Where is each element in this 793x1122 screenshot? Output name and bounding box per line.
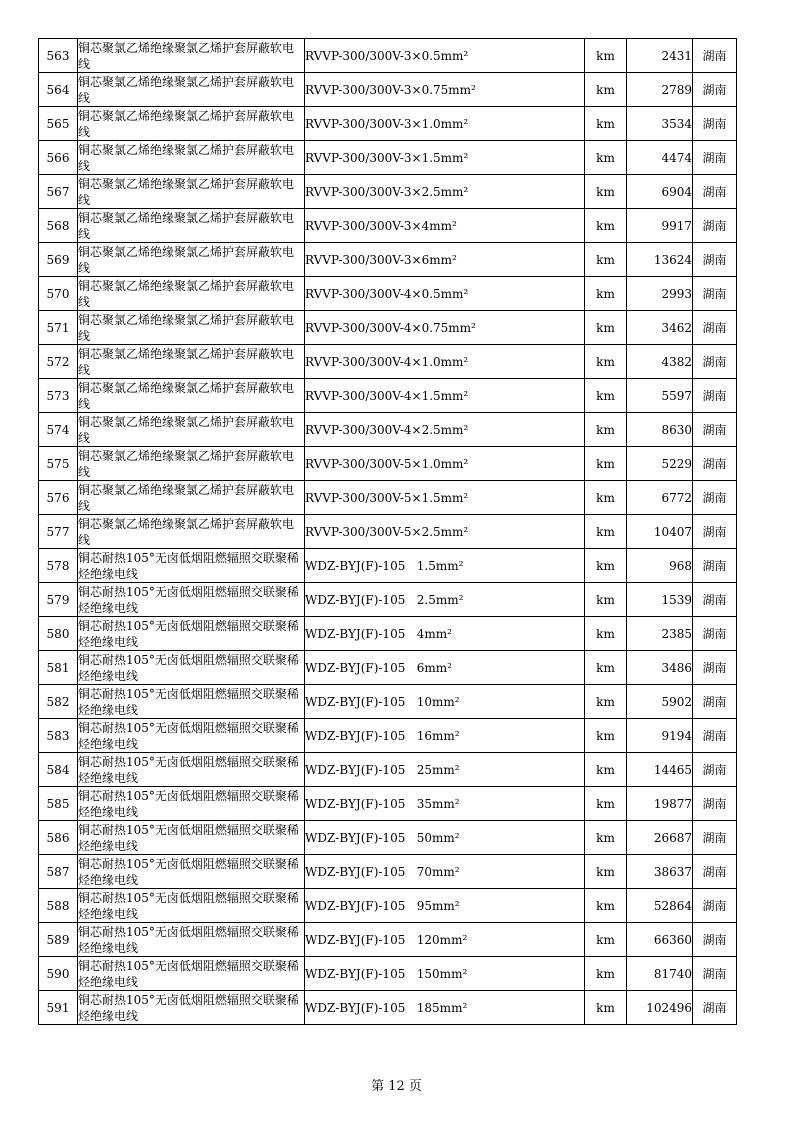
row-number-cell: 578 (39, 549, 78, 583)
unit-cell: km (585, 311, 627, 345)
product-name-cell: 铜芯聚氯乙烯绝缘聚氯乙烯护套屏蔽软电线 (78, 311, 305, 345)
region-cell: 湖南 (693, 617, 737, 651)
unit-price-cell: 5597 (627, 379, 693, 413)
product-name-cell: 铜芯聚氯乙烯绝缘聚氯乙烯护套屏蔽软电线 (78, 515, 305, 549)
unit-cell: km (585, 209, 627, 243)
row-number-cell: 571 (39, 311, 78, 345)
unit-cell: km (585, 413, 627, 447)
table-row (39, 855, 737, 889)
row-number-cell: 585 (39, 787, 78, 821)
table-row (39, 379, 737, 413)
unit-cell: km (585, 583, 627, 617)
table-row (39, 447, 737, 481)
unit-price-cell: 9917 (627, 209, 693, 243)
unit-price-cell: 2789 (627, 73, 693, 107)
region-cell: 湖南 (693, 889, 737, 923)
table-row (39, 651, 737, 685)
row-number-cell: 591 (39, 991, 78, 1025)
region-cell: 湖南 (693, 311, 737, 345)
row-number-cell: 582 (39, 685, 78, 719)
region-cell: 湖南 (693, 753, 737, 787)
region-cell: 湖南 (693, 991, 737, 1025)
unit-cell: km (585, 753, 627, 787)
model-spec-cell: RVVP-300/300V-3×4mm² (305, 209, 585, 243)
unit-cell: km (585, 39, 627, 73)
product-name-cell: 铜芯耐热105°无卤低烟阻燃辐照交联聚稀烃绝缘电线 (78, 821, 305, 855)
product-name-cell: 铜芯聚氯乙烯绝缘聚氯乙烯护套屏蔽软电线 (78, 209, 305, 243)
model-spec-cell: RVVP-300/300V-3×6mm² (305, 243, 585, 277)
product-name-cell: 铜芯耐热105°无卤低烟阻燃辐照交联聚稀烃绝缘电线 (78, 685, 305, 719)
unit-cell: km (585, 549, 627, 583)
unit-cell: km (585, 515, 627, 549)
unit-price-cell: 3462 (627, 311, 693, 345)
product-name-cell: 铜芯耐热105°无卤低烟阻燃辐照交联聚稀烃绝缘电线 (78, 651, 305, 685)
table-row (39, 549, 737, 583)
unit-price-cell: 102496 (627, 991, 693, 1025)
unit-cell: km (585, 141, 627, 175)
unit-cell: km (585, 175, 627, 209)
model-spec-cell: RVVP-300/300V-4×0.75mm² (305, 311, 585, 345)
unit-price-cell: 4382 (627, 345, 693, 379)
row-number-cell: 564 (39, 73, 78, 107)
unit-price-cell: 14465 (627, 753, 693, 787)
model-spec-cell: WDZ-BYJ(F)-105 25mm² (305, 753, 585, 787)
unit-price-cell: 19877 (627, 787, 693, 821)
model-spec-cell: RVVP-300/300V-4×0.5mm² (305, 277, 585, 311)
table-row (39, 753, 737, 787)
unit-price-cell: 13624 (627, 243, 693, 277)
region-cell: 湖南 (693, 549, 737, 583)
region-cell: 湖南 (693, 515, 737, 549)
unit-cell: km (585, 651, 627, 685)
row-number-cell: 570 (39, 277, 78, 311)
unit-cell: km (585, 923, 627, 957)
row-number-cell: 567 (39, 175, 78, 209)
model-spec-cell: RVVP-300/300V-3×0.5mm² (305, 39, 585, 73)
product-name-cell: 铜芯耐热105°无卤低烟阻燃辐照交联聚稀烃绝缘电线 (78, 617, 305, 651)
region-cell: 湖南 (693, 345, 737, 379)
unit-cell: km (585, 345, 627, 379)
row-number-cell: 573 (39, 379, 78, 413)
model-spec-cell: RVVP-300/300V-3×1.0mm² (305, 107, 585, 141)
product-name-cell: 铜芯耐热105°无卤低烟阻燃辐照交联聚稀烃绝缘电线 (78, 719, 305, 753)
row-number-cell: 589 (39, 923, 78, 957)
unit-cell: km (585, 685, 627, 719)
table-row (39, 821, 737, 855)
product-name-cell: 铜芯聚氯乙烯绝缘聚氯乙烯护套屏蔽软电线 (78, 107, 305, 141)
product-name-cell: 铜芯耐热105°无卤低烟阻燃辐照交联聚稀烃绝缘电线 (78, 753, 305, 787)
region-cell: 湖南 (693, 719, 737, 753)
region-cell: 湖南 (693, 957, 737, 991)
row-number-cell: 584 (39, 753, 78, 787)
product-name-cell: 铜芯聚氯乙烯绝缘聚氯乙烯护套屏蔽软电线 (78, 277, 305, 311)
table-row (39, 311, 737, 345)
unit-price-cell: 2431 (627, 39, 693, 73)
model-spec-cell: RVVP-300/300V-5×1.0mm² (305, 447, 585, 481)
model-spec-cell: WDZ-BYJ(F)-105 150mm² (305, 957, 585, 991)
region-cell: 湖南 (693, 141, 737, 175)
table-row (39, 175, 737, 209)
unit-cell: km (585, 991, 627, 1025)
table-row (39, 515, 737, 549)
row-number-cell: 583 (39, 719, 78, 753)
model-spec-cell: WDZ-BYJ(F)-105 70mm² (305, 855, 585, 889)
unit-cell: km (585, 787, 627, 821)
table-row (39, 719, 737, 753)
product-name-cell: 铜芯聚氯乙烯绝缘聚氯乙烯护套屏蔽软电线 (78, 243, 305, 277)
region-cell: 湖南 (693, 447, 737, 481)
unit-price-cell: 2385 (627, 617, 693, 651)
unit-cell: km (585, 73, 627, 107)
row-number-cell: 568 (39, 209, 78, 243)
region-cell: 湖南 (693, 413, 737, 447)
page-number: 第 12 页 (371, 1079, 422, 1094)
model-spec-cell: RVVP-300/300V-5×1.5mm² (305, 481, 585, 515)
region-cell: 湖南 (693, 685, 737, 719)
product-name-cell: 铜芯耐热105°无卤低烟阻燃辐照交联聚稀烃绝缘电线 (78, 923, 305, 957)
unit-price-cell: 10407 (627, 515, 693, 549)
row-number-cell: 580 (39, 617, 78, 651)
unit-price-cell: 5902 (627, 685, 693, 719)
table-row (39, 617, 737, 651)
model-spec-cell: WDZ-BYJ(F)-105 4mm² (305, 617, 585, 651)
table-row (39, 923, 737, 957)
model-spec-cell: WDZ-BYJ(F)-105 2.5mm² (305, 583, 585, 617)
region-cell: 湖南 (693, 583, 737, 617)
unit-cell: km (585, 481, 627, 515)
row-number-cell: 588 (39, 889, 78, 923)
product-name-cell: 铜芯聚氯乙烯绝缘聚氯乙烯护套屏蔽软电线 (78, 345, 305, 379)
table-row (39, 787, 737, 821)
unit-cell: km (585, 277, 627, 311)
row-number-cell: 572 (39, 345, 78, 379)
unit-cell: km (585, 855, 627, 889)
model-spec-cell: RVVP-300/300V-4×1.0mm² (305, 345, 585, 379)
table-row (39, 73, 737, 107)
table-row (39, 889, 737, 923)
unit-price-cell: 4474 (627, 141, 693, 175)
table-row (39, 413, 737, 447)
product-name-cell: 铜芯耐热105°无卤低烟阻燃辐照交联聚稀烃绝缘电线 (78, 889, 305, 923)
region-cell: 湖南 (693, 855, 737, 889)
table-row (39, 345, 737, 379)
row-number-cell: 586 (39, 821, 78, 855)
row-number-cell: 581 (39, 651, 78, 685)
unit-price-cell: 1539 (627, 583, 693, 617)
unit-cell: km (585, 889, 627, 923)
region-cell: 湖南 (693, 821, 737, 855)
table-row (39, 957, 737, 991)
product-name-cell: 铜芯耐热105°无卤低烟阻燃辐照交联聚稀烃绝缘电线 (78, 957, 305, 991)
unit-price-cell: 8630 (627, 413, 693, 447)
model-spec-cell: WDZ-BYJ(F)-105 120mm² (305, 923, 585, 957)
product-name-cell: 铜芯聚氯乙烯绝缘聚氯乙烯护套屏蔽软电线 (78, 141, 305, 175)
product-name-cell: 铜芯耐热105°无卤低烟阻燃辐照交联聚稀烃绝缘电线 (78, 855, 305, 889)
model-spec-cell: WDZ-BYJ(F)-105 95mm² (305, 889, 585, 923)
model-spec-cell: WDZ-BYJ(F)-105 10mm² (305, 685, 585, 719)
unit-price-cell: 66360 (627, 923, 693, 957)
region-cell: 湖南 (693, 651, 737, 685)
unit-price-cell: 5229 (627, 447, 693, 481)
model-spec-cell: RVVP-300/300V-4×1.5mm² (305, 379, 585, 413)
table-row (39, 107, 737, 141)
product-name-cell: 铜芯聚氯乙烯绝缘聚氯乙烯护套屏蔽软电线 (78, 447, 305, 481)
table-row (39, 277, 737, 311)
region-cell: 湖南 (693, 379, 737, 413)
model-spec-cell: WDZ-BYJ(F)-105 6mm² (305, 651, 585, 685)
row-number-cell: 565 (39, 107, 78, 141)
product-name-cell: 铜芯聚氯乙烯绝缘聚氯乙烯护套屏蔽软电线 (78, 175, 305, 209)
unit-price-cell: 2993 (627, 277, 693, 311)
product-name-cell: 铜芯聚氯乙烯绝缘聚氯乙烯护套屏蔽软电线 (78, 73, 305, 107)
model-spec-cell: WDZ-BYJ(F)-105 35mm² (305, 787, 585, 821)
product-name-cell: 铜芯聚氯乙烯绝缘聚氯乙烯护套屏蔽软电线 (78, 481, 305, 515)
table-row (39, 141, 737, 175)
unit-price-cell: 26687 (627, 821, 693, 855)
unit-price-cell: 968 (627, 549, 693, 583)
model-spec-cell: RVVP-300/300V-4×2.5mm² (305, 413, 585, 447)
product-name-cell: 铜芯耐热105°无卤低烟阻燃辐照交联聚稀烃绝缘电线 (78, 549, 305, 583)
product-name-cell: 铜芯耐热105°无卤低烟阻燃辐照交联聚稀烃绝缘电线 (78, 991, 305, 1025)
unit-cell: km (585, 379, 627, 413)
table-row (39, 583, 737, 617)
unit-price-cell: 9194 (627, 719, 693, 753)
row-number-cell: 576 (39, 481, 78, 515)
product-name-cell: 铜芯耐热105°无卤低烟阻燃辐照交联聚稀烃绝缘电线 (78, 787, 305, 821)
row-number-cell: 579 (39, 583, 78, 617)
region-cell: 湖南 (693, 481, 737, 515)
row-number-cell: 575 (39, 447, 78, 481)
product-name-cell: 铜芯聚氯乙烯绝缘聚氯乙烯护套屏蔽软电线 (78, 379, 305, 413)
unit-cell: km (585, 719, 627, 753)
row-number-cell: 590 (39, 957, 78, 991)
model-spec-cell: WDZ-BYJ(F)-105 1.5mm² (305, 549, 585, 583)
unit-price-cell: 81740 (627, 957, 693, 991)
unit-price-cell: 3534 (627, 107, 693, 141)
product-name-cell: 铜芯聚氯乙烯绝缘聚氯乙烯护套屏蔽软电线 (78, 39, 305, 73)
unit-cell: km (585, 957, 627, 991)
region-cell: 湖南 (693, 243, 737, 277)
table-row (39, 39, 737, 73)
product-name-cell: 铜芯聚氯乙烯绝缘聚氯乙烯护套屏蔽软电线 (78, 413, 305, 447)
unit-cell: km (585, 617, 627, 651)
row-number-cell: 566 (39, 141, 78, 175)
model-spec-cell: WDZ-BYJ(F)-105 16mm² (305, 719, 585, 753)
region-cell: 湖南 (693, 209, 737, 243)
unit-cell: km (585, 447, 627, 481)
table-row (39, 243, 737, 277)
table-row (39, 209, 737, 243)
unit-price-cell: 6772 (627, 481, 693, 515)
model-spec-cell: RVVP-300/300V-3×0.75mm² (305, 73, 585, 107)
model-spec-cell: RVVP-300/300V-5×2.5mm² (305, 515, 585, 549)
region-cell: 湖南 (693, 277, 737, 311)
price-table (38, 38, 737, 1025)
row-number-cell: 574 (39, 413, 78, 447)
model-spec-cell: WDZ-BYJ(F)-105 50mm² (305, 821, 585, 855)
region-cell: 湖南 (693, 787, 737, 821)
unit-price-cell: 38637 (627, 855, 693, 889)
model-spec-cell: RVVP-300/300V-3×2.5mm² (305, 175, 585, 209)
row-number-cell: 577 (39, 515, 78, 549)
unit-cell: km (585, 821, 627, 855)
unit-price-cell: 6904 (627, 175, 693, 209)
table-row (39, 991, 737, 1025)
region-cell: 湖南 (693, 73, 737, 107)
product-name-cell: 铜芯耐热105°无卤低烟阻燃辐照交联聚稀烃绝缘电线 (78, 583, 305, 617)
model-spec-cell: WDZ-BYJ(F)-105 185mm² (305, 991, 585, 1025)
unit-price-cell: 3486 (627, 651, 693, 685)
region-cell: 湖南 (693, 175, 737, 209)
region-cell: 湖南 (693, 107, 737, 141)
region-cell: 湖南 (693, 923, 737, 957)
unit-price-cell: 52864 (627, 889, 693, 923)
unit-cell: km (585, 107, 627, 141)
model-spec-cell: RVVP-300/300V-3×1.5mm² (305, 141, 585, 175)
row-number-cell: 587 (39, 855, 78, 889)
row-number-cell: 563 (39, 39, 78, 73)
row-number-cell: 569 (39, 243, 78, 277)
table-body (39, 39, 737, 1025)
unit-cell: km (585, 243, 627, 277)
table-row (39, 685, 737, 719)
region-cell: 湖南 (693, 39, 737, 73)
table-row (39, 481, 737, 515)
